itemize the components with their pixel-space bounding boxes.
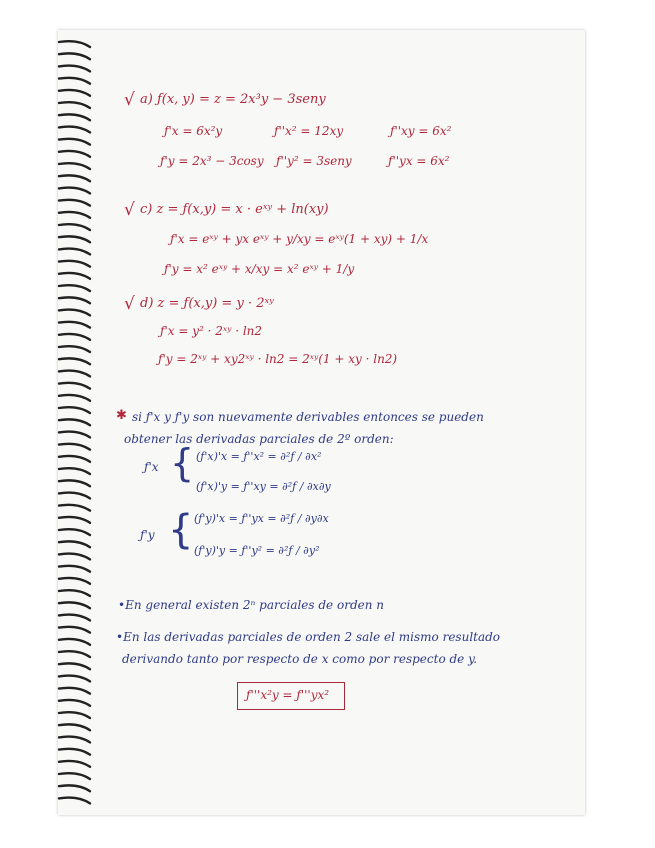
- note-line-2: obtener las derivadas parciales de 2º orden:: [124, 432, 394, 446]
- part-a-fyy: ƒ''y² = 3seny: [276, 154, 352, 168]
- spiral-ring: [59, 346, 90, 352]
- note-line-1: si ƒ'x y ƒ'y son nuevamente derivables entonces se pueden: [132, 410, 484, 424]
- part-a-heading: a) ƒ(x, y) = z = 2x³y − 3seny: [140, 92, 326, 107]
- spiral-ring: [59, 139, 90, 145]
- spiral-ring: [59, 322, 90, 328]
- part-c-fx: ƒ'x = eˣʸ + yx eˣʸ + y/xy = eˣʸ(1 + xy) + 1/x: [170, 232, 429, 246]
- spiral-ring: [59, 712, 90, 718]
- spiral-ring: [59, 127, 90, 133]
- spiral-ring: [59, 261, 90, 267]
- spiral-ring: [59, 175, 90, 181]
- spiral-ring: [59, 114, 90, 120]
- spiral-ring: [59, 334, 90, 340]
- check-mark-icon: √: [124, 294, 135, 314]
- spiral-ring: [59, 163, 90, 169]
- part-c-fy: ƒ'y = x² eˣʸ + x/xy = x² eˣʸ + 1/y: [164, 262, 355, 276]
- tree-fy-label: ƒ'y: [140, 528, 155, 542]
- spiral-ring: [59, 432, 90, 438]
- part-d-fy: ƒ'y = 2ˣʸ + xy2ˣʸ · ln2 = 2ˣʸ(1 + xy · ln2): [158, 352, 398, 366]
- spiral-ring: [59, 285, 90, 291]
- spiral-ring: [59, 468, 90, 474]
- part-a-fx: ƒ'x = 6x²y: [164, 124, 223, 138]
- spiral-ring: [59, 798, 90, 804]
- spiral-ring: [59, 761, 90, 767]
- spiral-ring: [59, 383, 90, 389]
- spiral-ring: [59, 310, 90, 316]
- spiral-ring: [59, 566, 90, 572]
- spiral-ring: [59, 90, 90, 96]
- spiral-ring: [59, 371, 90, 377]
- spiral-ring: [59, 236, 90, 242]
- spiral-ring: [59, 773, 90, 779]
- spiral-ring: [59, 480, 90, 486]
- spiral-ring: [59, 456, 90, 462]
- spiral-ring: [59, 676, 90, 682]
- spiral-ring: [59, 188, 90, 194]
- star-icon: ✱: [116, 408, 127, 423]
- spiral-ring: [59, 749, 90, 755]
- spiral-ring: [59, 737, 90, 743]
- spiral-ring: [59, 102, 90, 108]
- part-a-fy: ƒ'y = 2x³ − 3cosy: [160, 154, 264, 168]
- spiral-ring: [59, 407, 90, 413]
- spiral-ring: [59, 724, 90, 730]
- brace-icon: {: [168, 507, 194, 553]
- part-c-heading: c) z = ƒ(x,y) = x · eˣʸ + ln(xy): [140, 202, 329, 217]
- spiral-ring: [59, 517, 90, 523]
- tree-fy-yy: (ƒ'y)'y = ƒ''y² = ∂²ƒ / ∂y²: [194, 544, 320, 557]
- tree-fx-label: ƒ'x: [144, 460, 159, 474]
- spiral-ring: [59, 639, 90, 645]
- part-d-fx: ƒ'x = y² · 2ˣʸ · ln2: [160, 324, 263, 338]
- spiral-ring: [59, 602, 90, 608]
- spiral-ring: [59, 358, 90, 364]
- tree-fx-xy: (ƒ'x)'y = ƒ''xy = ∂²ƒ / ∂x∂y: [196, 480, 331, 493]
- spiral-ring: [59, 627, 90, 633]
- bullet-general: •En general existen 2ⁿ parciales de orden n: [118, 598, 384, 612]
- spiral-ring: [59, 493, 90, 499]
- part-a-fxy: ƒ''xy = 6x²: [390, 124, 452, 138]
- spiral-ring: [59, 53, 90, 59]
- spiral-ring: [59, 444, 90, 450]
- spiral-ring: [59, 590, 90, 596]
- part-a-fxx: ƒ''x² = 12xy: [274, 124, 344, 138]
- spiral-ring: [59, 554, 90, 560]
- spiral-ring: [59, 273, 90, 279]
- brace-icon: {: [170, 441, 195, 485]
- spiral-ring: [59, 688, 90, 694]
- spiral-binding: [56, 38, 92, 808]
- spiral-ring: [59, 151, 90, 157]
- spiral-ring: [59, 700, 90, 706]
- spiral-ring: [59, 249, 90, 255]
- spiral-ring: [59, 578, 90, 584]
- part-d-heading: d) z = ƒ(x,y) = y · 2ˣʸ: [140, 296, 274, 311]
- spiral-ring: [59, 541, 90, 547]
- spiral-ring: [59, 78, 90, 84]
- check-mark-icon: √: [124, 200, 135, 220]
- spiral-ring: [59, 66, 90, 72]
- spiral-ring: [59, 419, 90, 425]
- spiral-ring: [59, 395, 90, 401]
- boxed-result-text: ƒ'''x²y = ƒ'''yx²: [246, 688, 330, 702]
- boxed-result: [237, 682, 345, 710]
- spiral-ring: [59, 651, 90, 657]
- spiral-ring: [59, 663, 90, 669]
- bullet-equal-line-1: •En las derivadas parciales de orden 2 sale el mismo resultado: [116, 630, 501, 644]
- check-mark-icon: √: [124, 90, 135, 110]
- part-a-fyx: ƒ''yx = 6x²: [388, 154, 450, 168]
- spiral-ring: [59, 505, 90, 511]
- spiral-ring: [59, 200, 90, 206]
- spiral-ring: [59, 224, 90, 230]
- spiral-ring: [59, 615, 90, 621]
- tree-fy-yx: (ƒ'y)'x = ƒ''yx = ∂²ƒ / ∂y∂x: [194, 512, 329, 525]
- tree-fx-xx: (ƒ'x)'x = ƒ''x² = ∂²ƒ / ∂x²: [196, 450, 322, 463]
- spiral-ring: [59, 297, 90, 303]
- spiral-ring: [59, 529, 90, 535]
- spiral-ring: [59, 212, 90, 218]
- spiral-ring: [59, 785, 90, 791]
- bullet-equal-line-2: derivando tanto por respecto de x como por respecto de y.: [122, 652, 478, 666]
- spiral-ring: [59, 41, 90, 47]
